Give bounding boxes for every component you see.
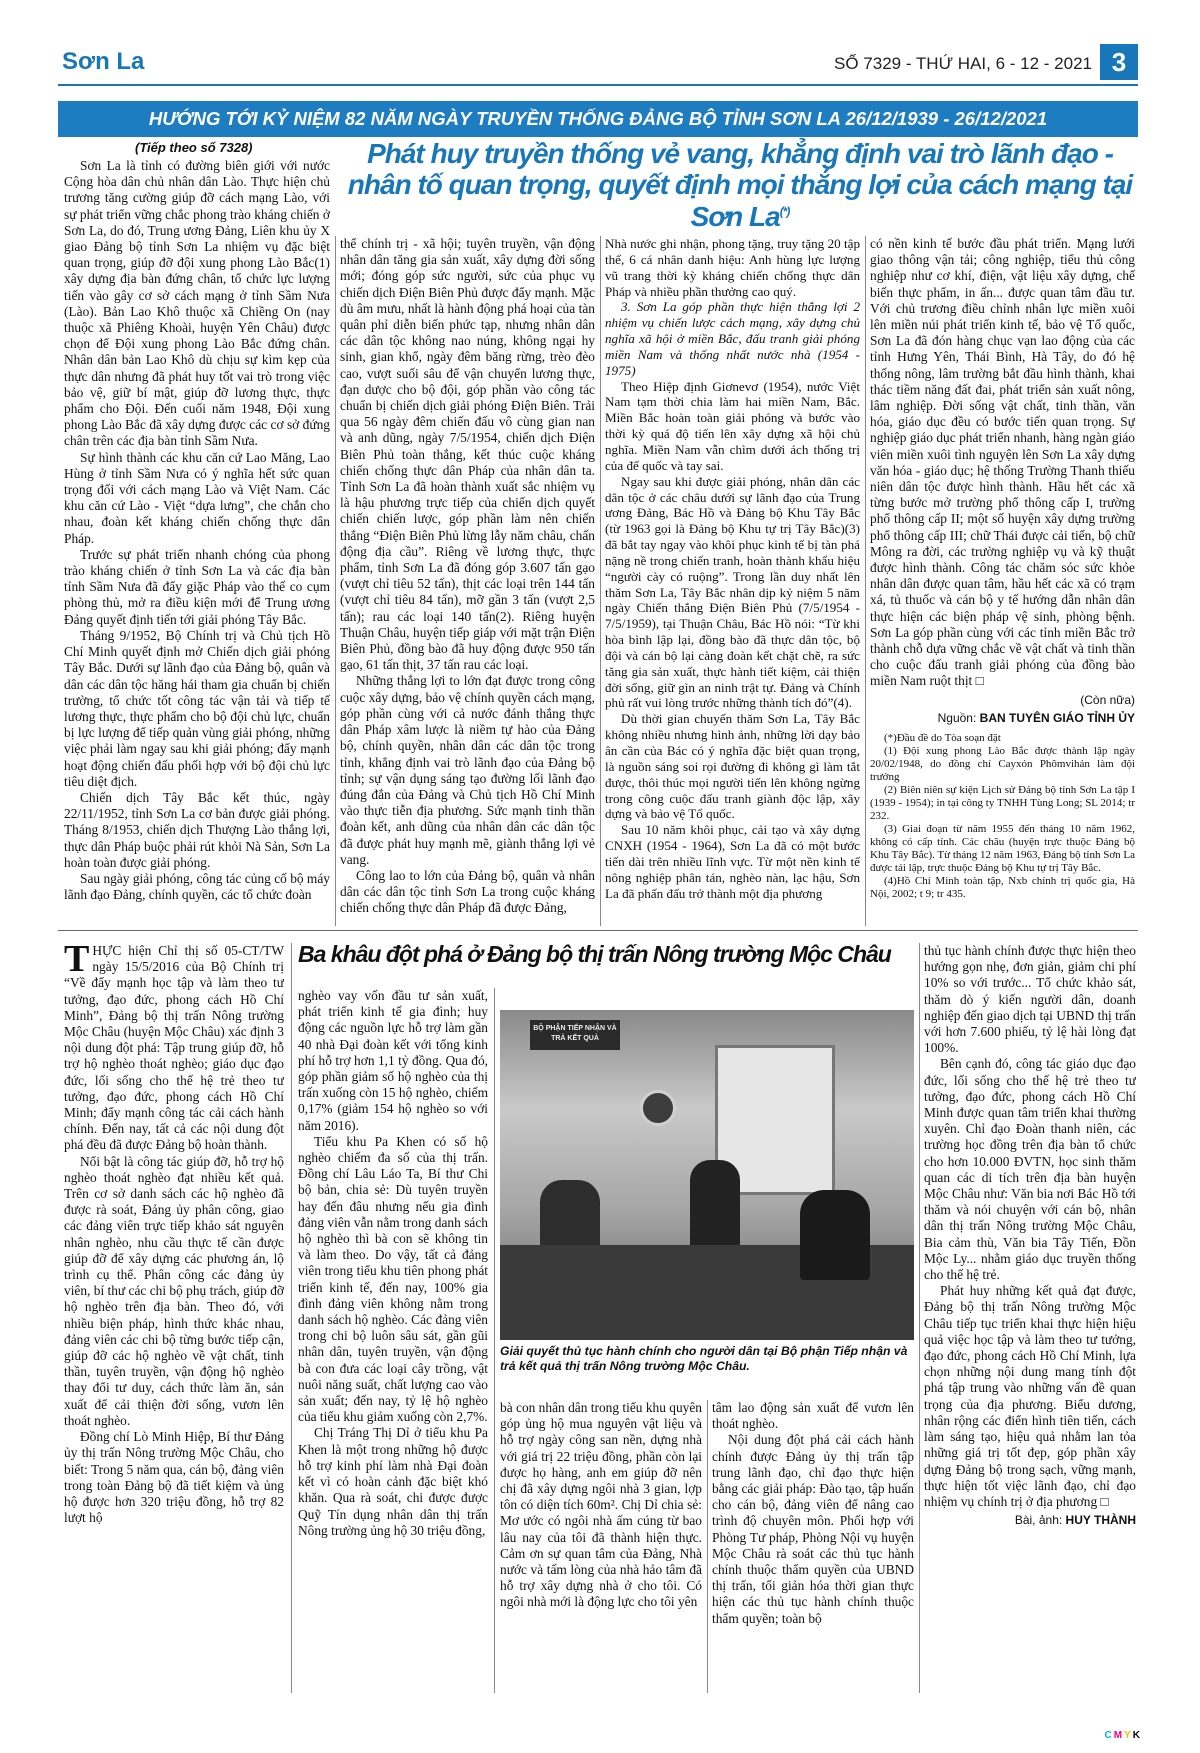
article2-column-3 — [500, 1400, 702, 1693]
footnote: (4)Hồ Chí Minh toàn tập, Nxb chính trị quốc gia, Hà Nội, 2002; t 9; tr 435. — [870, 875, 1135, 901]
article2-photo — [500, 1010, 914, 1340]
footnote: (1) Đội xung phong Lào Bắc được thành lập ngày 20/02/1948, do đồng chí Cayxỏn Phômvihản làm đội trưởng — [870, 745, 1135, 784]
article-divider — [58, 930, 1138, 931]
footnote: (3) Giai đoạn từ năm 1955 đến tháng 10 năm 1962, không có cấp tỉnh. Các châu (huyện trực thuộc Đảng bộ Khu Tây Bắc). Từ tháng 12 năm 1963, Đảng bộ tỉnh Sơn La được tái lập, trực thuộc Đảng bộ Khu tự trị Tây Bắc. — [870, 823, 1135, 875]
cmyk-y: Y — [1124, 1730, 1133, 1741]
paragraph: tâm lao động sản xuất để vươn lên thoát nghèo. — [712, 1400, 914, 1432]
footnote: (2) Biên niên sự kiện Lịch sử Đảng bộ tỉnh Sơn La tập I (1939 - 1954); in tại công ty TNHH Tùng Long; SL 2014; tr 232. — [870, 784, 1135, 823]
column-rule — [335, 236, 336, 926]
article1-column-4 — [870, 236, 1135, 926]
to-be-continued: (Còn nữa) — [1080, 692, 1135, 707]
photo-sign: BỘ PHẬN TIẾP NHẬN VÀ TRẢ KẾT QUẢ — [530, 1020, 620, 1050]
paragraph: Những thắng lợi to lớn đạt được trong công cuộc xây dựng, bảo vệ chính quyền cách mạng, góp phần cùng với cả nước đánh thắng thực dân Pháp xâm lược là niềm tự hào của Đảng bộ, chính quyền, nhân dân các dân tộc trong tỉnh, khẳng định vai trò lãnh đạo của Đảng bộ tỉnh; sự vận dụng sáng tạo đường lối lãnh đạo đúng đắn của Đảng và Chủ tịch Hồ Chí Minh vào thực tiễn địa phương. Sức mạnh tinh thần đoàn kết, anh dũng của nhân dân các dân tộc đã được phát huy mạnh mẽ, giành thắng lợi vẻ vang. — [340, 673, 595, 867]
source-label: Nguồn: — [937, 710, 977, 725]
article2-column-2 — [298, 988, 488, 1693]
footnote: (*)Đầu đề do Tòa soạn đặt — [884, 732, 1001, 745]
paragraph — [924, 1283, 1136, 1510]
paragraph: Nội dung đột phá cải cách hành chính được Đảng ủy thị trấn tập trung lãnh đạo, chỉ đạo thực hiện bằng các giải pháp: Đào tạo, tập huấn cho cán bộ, đảng viên để nâng cao trình độ chuyên môn. Phối hợp với Phòng Tư pháp, Phòng Nội vụ huyện Mộc Châu rà soát các thủ tục hành chính thuộc thẩm quyền của UBND thị trấn, tối giản hóa thời gian thực hiện các thủ tục hành chính thuộc thẩm quyền; toàn bộ — [712, 1432, 914, 1626]
column-rule — [707, 1400, 708, 1693]
paragraph: thủ tục hành chính được thực hiện theo hướng gọn nhẹ, đơn giản, giảm chi phí 10% so với trước... Tổ chức khảo sát, thăm dò ý kiến người dân, doanh nghiệp đến giao dịch tại UBND thị trấn với hơn 7.600 phiếu, tỷ lệ hài lòng đạt 100%. — [924, 943, 1136, 1056]
article1-column-1 — [64, 158, 330, 926]
paragraph: Sơn La là tỉnh có đường biên giới với nước Cộng hòa dân chủ nhân dân Lào. Thực hiện chủ trương tăng cường giúp đỡ cách mạng Lào, với sự phát triển vững chắc phong trào kháng chiến ở Sơn La, do đó, Trung ương Đảng, Liên khu ủy X giao Đảng bộ tỉnh Sơn La nhiệm vụ đặc biệt quan trọng, giúp đỡ đội xung phong Lào Bắc(1) xây dựng địa bàn đứng chân, tổ chức lực lượng tiến vào gây cơ sở cách mạng ở tỉnh Sầm Nưa (Lào). Bản Lao Khô thuộc xã Chiềng On (nay thuộc xã Phiêng Khoài, huyện Yên Châu) được chọn để Đội xung phong Lào Bắc đứng chân. Nhân dân bản Lao Khô dù chịu sự kìm kẹp của thực dân nhưng đã phát huy tốt vai trò trong việc bảo vệ, giữ bí mật, giúp đỡ lương thực, thực phẩm cho Đội. Đến cuối năm 1948, Đội xung phong Lào Bắc đã xây dựng được các cơ sở đứng chân trên các địa bàn tỉnh Sầm Nưa. — [64, 158, 330, 449]
paragraph: Chiến dịch Tây Bắc kết thúc, ngày 22/11/1952, tỉnh Sơn La cơ bản được giải phóng. Tháng 8/1953, chiến dịch Thượng Lào thắng lợi, thực dân Pháp buộc phải rút khỏi Nà Sản, Sơn La hoàn toàn được giải phóng. — [64, 789, 330, 870]
paragraph: Sau ngày giải phóng, công tác củng cố bộ máy lãnh đạo Đảng, chính quyền, các tổ chức đoàn — [64, 870, 330, 903]
article2-column-4 — [712, 1400, 914, 1693]
footnotes — [870, 732, 1135, 901]
paragraph: Dù thời gian chuyến thăm Sơn La, Tây Bắc không nhiều nhưng hình ảnh, những lời dạy bảo ân cần của Bác có ý nghĩa đặc biệt quan trọng, là nguồn sáng soi rọi đường đi không gì làm tắt được, thôi thúc mọi người tiến lên không ngừng trong công cuộc đấu tranh giành độc lập, xây dựng và bảo vệ Tổ quốc. — [605, 711, 860, 822]
column-rule — [600, 236, 601, 926]
anniversary-banner: HƯỚNG TỚI KỶ NIỆM 82 NĂM NGÀY TRUYỀN THỐNG ĐẢNG BỘ TỈNH SƠN LA 26/12/1939 - 26/12/2021 — [58, 101, 1138, 137]
article1-headline-text: Phát huy truyền thống vẻ vang, khẳng định vai trò lãnh đạo - nhân tố quan trọng, quyết định mọi thắng lợi của cách mạng tại Sơn La — [347, 138, 1133, 232]
headline-footnote-mark: (*) — [779, 204, 790, 219]
paragraph — [64, 943, 284, 1154]
photo-caption: Giải quyết thủ tục hành chính cho người dân tại Bộ phận Tiếp nhận và trả kết quả thị trấn Nông trường Mộc Châu. — [500, 1344, 908, 1373]
masthead — [58, 44, 1138, 84]
byline-label: Bài, ảnh: — [1014, 1513, 1063, 1528]
paragraph: Công lao to lớn của Đảng bộ, quân và nhân dân các dân tộc tỉnh Sơn La trong cuộc kháng chiến chống thực dân Pháp đã được Đảng, — [340, 867, 595, 916]
paragraph: Đồng chí Lò Minh Hiệp, Bí thư Đảng ủy thị trấn Nông trường Mộc Châu, cho biết: Trong 5 năm qua, cán bộ, đảng viên trong toàn Đảng bộ đã tiết kiệm và ủng hộ được hơn 320 triệu đồng, hỗ trợ 82 lượt hộ — [64, 1429, 284, 1526]
paragraph: Trước sự phát triển nhanh chóng của phong trào kháng chiến ở tỉnh Sơn La và các địa bàn tỉnh Sầm Nưa đã đẩy giặc Pháp vào thế co cụm phòng thủ, mở ra điều kiện mới để Trung ương Đảng quyết định tiến tới giải phóng Tây Bắc. — [64, 546, 330, 627]
photo-person — [690, 1160, 740, 1250]
article2-column-1 — [64, 943, 284, 1693]
paragraph: bà con nhân dân trong tiểu khu quyên góp ủng hộ mua nguyên vật liệu và hỗ trợ ngày công san nền, dựng nhà với giá trị 22 triệu đồng, phần còn lại được họ hàng, anh em giúp đỡ nên chị đã xây dựng ngôi nhà 3 gian, lợp tôn có diện tích 60m². Chị Dỉ chia sẻ: Mơ ước có ngôi nhà ấm cúng từ bao lâu nay của tôi đã thành hiện thực. Cảm ơn sự quan tâm của Đảng, Nhà nước và tấm lòng của nhà hảo tâm đã hỗ trợ xây dựng nhà ở cho tôi. Có ngôi nhà mới là động lực cho tôi yên — [500, 1400, 702, 1610]
column-rule — [865, 236, 866, 926]
paragraph: Theo Hiệp định Giơnevơ (1954), nước Việt Nam tạm thời chia làm hai miền Nam, Bắc. Miền Bắc hoàn toàn giải phóng và bước vào thời kỳ quá độ tiến lên xây dựng xã hội chủ nghĩa. Miền Nam vẫn chìm dưới ách thống trị của đế quốc và tay sai. — [605, 378, 860, 473]
column-rule — [919, 943, 920, 1693]
paragraph — [870, 236, 1135, 690]
source-line — [870, 710, 1135, 726]
paragraph-text: HỰC hiện Chỉ thị số 05-CT/TW ngày 15/5/2016 của Bộ Chính trị “Về đẩy mạnh học tập và làm theo tư tưởng, đạo đức, phong cách Hồ Chí Minh”, Đảng bộ thị trấn Nông trường Mộc Châu (huyện Mộc Châu) xác định 3 nội dung đột phá: Tập trung giúp đỡ, hỗ trợ hộ nghèo thoát nghèo; giáo dục đạo đức, lối sống cho thế hệ trẻ theo tư tưởng, đạo đức, phong cách Hồ Chí Minh; đẩy mạnh công tác cải cách hành chính. Đến nay, tất cả các nội dung đột phá đều đã được Đảng bộ hoàn thành. — [64, 943, 284, 1153]
byline — [924, 1512, 1136, 1528]
column-rule — [291, 943, 292, 1693]
cmyk-c: C — [1104, 1730, 1114, 1741]
masthead-rule — [58, 84, 1138, 86]
end-mark: □ — [1100, 1493, 1109, 1509]
paragraph: nghèo vay vốn đầu tư sản xuất, phát triển kinh tế gia đình; huy động các nguồn lực hỗ trợ làm gần 40 nhà Đại đoàn kết với tổng kinh phí hỗ trợ hơn 1,1 tỷ đồng. Qua đó, góp phần giảm số hộ nghèo của thị trấn xuống còn 15 hộ nghèo, chiếm 0,17% (giảm 154 hộ nghèo so với năm 2016). — [298, 988, 488, 1133]
column-rule — [494, 988, 495, 1693]
paragraph: Sau 10 năm khôi phục, cải tạo và xây dựng CNXH (1954 - 1964), Sơn La đã có một bước tiến dài trên nhiều lĩnh vực. Từ một nền kinh tế nông nghiệp phân tán, nghèo nàn, lạc hậu, Sơn La đã phấn đấu trở thành một địa phương — [605, 822, 860, 901]
paragraph: Tiểu khu Pa Khen có số hộ nghèo chiếm đa số của thị trấn. Đồng chí Lâu Láo Ta, Bí thư Chi bộ bản, chia sẻ: Dù tuyên truyền hay đến đâu nhưng nếu gia đình đảng viên vẫn nằm trong danh sách hộ nghèo thì bà con sẽ không tin và làm theo. Do vậy, tất cả đảng viên trong tiểu khu tiên phong phát triển kinh tế, đến nay, 100% gia đình đảng viên không nằm trong danh sách hộ nghèo. Các đảng viên trong chi bộ luôn sâu sát, gần gũi nhân dân, tuyên truyền, vận động bà con đưa các loại cây trồng, vật nuôi năng suất, chất lượng cao vào sản xuất; đến nay, tỷ lệ hộ nghèo của tiểu khu giảm xuống còn 2,7%. — [298, 1133, 488, 1425]
paragraph: Sự hình thành các khu căn cứ Lao Măng, Lao Hùng ở tỉnh Sầm Nưa có ý nghĩa hết sức quan trọng đối với cách mạng Lào và Việt Nam. Các khu căn cứ Lào - Việt “dựa lưng”, che chắn cho nhau, đoàn kết kháng chiến chống thực dân Pháp. — [64, 449, 330, 546]
source-name: BAN TUYÊN GIÁO TỈNH ỦY — [979, 710, 1135, 725]
continued-note: (Tiếp theo số 7328) — [135, 140, 253, 155]
paragraph: Tháng 9/1952, Bộ Chính trị và Chủ tịch Hồ Chí Minh quyết định mở Chiến dịch giải phóng Tây Bắc. Dưới sự lãnh đạo của Đảng bộ, quân và dân các dân tộc hăng hái tham gia chuẩn bị chiến trường, tổ chức tốt công tác vận tải và tiếp tế lương thực, thực phẩm cho bộ đội chủ lực, chuẩn bị lực lượng để tiếp quản vùng giải phóng, những việc phải làm ngay sau khi giải phóng; đẩy mạnh hoạt động chiến đấu phối hợp với bộ đội chủ lực tiêu diệt địch. — [64, 627, 330, 789]
article1-headline — [345, 138, 1135, 232]
cmyk-k: K — [1132, 1730, 1142, 1741]
article2-column-5 — [924, 943, 1136, 1693]
photo-emblem — [640, 1090, 676, 1126]
cmyk-m: M — [1113, 1730, 1125, 1741]
byline-name: HUY THÀNH — [1065, 1513, 1136, 1528]
paragraph: Nổi bật là công tác giúp đỡ, hỗ trợ hộ nghèo thoát nghèo đạt nhiều kết quả. Trên cơ sở danh sách các hộ nghèo đã được rà soát, Đảng ủy phân công, giao các đảng viên trực tiếp khảo sát nguyên nhân nghèo, nhu cầu thực tế cần được giúp đỡ để xây dựng các phương án, lộ trình cụ thể. Phân công các đảng ủy viên, bí thư các chi bộ phụ trách, giúp đỡ hộ nghèo trên địa bàn. Theo đó, với nhiều biện pháp, hình thức khác nhau, đảng viên các chi bộ từng bước tiếp cận, giúp đỡ các hộ nghèo về vật chất, tinh thần, tuyên truyền, vận động hộ nghèo thay đổi tư duy, cách thức làm ăn, sản xuất để cải thiện đời sống, vươn lên thoát nghèo. — [64, 1153, 284, 1428]
article1-column-3 — [605, 236, 860, 926]
end-mark: □ — [975, 673, 984, 689]
paragraph-text: Phát huy những kết quả đạt được, Đảng bộ thị trấn Nông trường Mộc Châu tiếp tục triển khai thực hiện hiệu quả việc học tập và làm theo tư tưởng, đạo đức, phong cách Hồ Chí Minh, lựa chọn những nội dung mang tính đột phá tập trung vào những vấn đề quan trọng của địa phương. Biểu dương, nhân rộng các điển hình tiên tiến, cách làm sáng tạo, hiệu quả nhằm lan tỏa những giá trị tốt đẹp, góp phần xây dựng Đảng bộ trong sạch, vững mạnh, thực hiện tốt việc lãnh đạo, chỉ đạo nhiệm vụ chính trị ở địa phương — [924, 1283, 1136, 1509]
cmyk-print-marks — [1105, 1730, 1142, 1741]
issue-line: SỐ 7329 - THỨ HAI, 6 - 12 - 2021 — [834, 54, 1092, 73]
photo-person — [800, 1190, 870, 1280]
section-name: Sơn La — [62, 48, 145, 75]
subheading: 3. Sơn La góp phần thực hiện thắng lợi 2 nhiệm vụ chiến lược cách mạng, xây dựng chủ nghĩa xã hội ở miền Bắc, đấu tranh giải phóng miền Nam và thống nhất nước nhà (1954 - 1975) — [605, 299, 860, 378]
article2-headline: Ba khâu đột phá ở Đảng bộ thị trấn Nông trường Mộc Châu — [298, 941, 891, 967]
article1-column-2 — [340, 236, 595, 926]
paragraph: Bên cạnh đó, công tác giáo dục đạo đức, lối sống cho thế hệ trẻ theo tư tưởng, đạo đức, phong cách Hồ Chí Minh được quan tâm triển khai thường xuyên. Chỉ đạo Đoàn thanh niên, các trường học đồng trên địa bàn tổ chức cho hơn 10.000 ĐVTN, học sinh thăm quan các di tích trên địa bàn huyện Mộc Châu như: Văn bia nơi Bác Hồ tới thăm và nói chuyện với cán bộ, nhân dân thị trấn Nông trường Mộc Châu, Bia cảm thù, Văn bia Tây Tiến, Đồn Mộc Ly... nhằm giáo dục truyền thống cho thế hệ trẻ. — [924, 1056, 1136, 1283]
paragraph: Ngay sau khi được giải phóng, nhân dân các dân tộc ở các châu dưới sự lãnh đạo của Trung ương Đảng, Bác Hồ và Đảng bộ Khu Tây Bắc (từ 1963 gọi là Đảng bộ Khu tự trị Tây Bắc)(3) đã bắt tay ngay vào khôi phục kinh tế bị tàn phá nặng nề trong chiến tranh, hoàn thành khẩu hiệu “người cày có ruộng”. Trong lần duy nhất lên thăm Sơn La, Tây Bắc nhân dịp kỷ niệm 5 năm ngày Chiến thắng Điện Biên Phủ (7/5/1954 - 7/5/1959), tại Thuận Châu, Bác Hồ nói: “Từ khi hòa bình lập lại, đồng bào đã thực dân tộc, bộ đội và cán bộ lại càng đoàn kết chặt chẽ, ra sức tăng gia sản xuất, thực hành tiết kiệm, cải thiện đời sống, giữ gìn an ninh trật tự. Đảng và Chính phủ rất vui lòng trước những thành tích đó”(4). — [605, 473, 860, 711]
paragraph: thể chính trị - xã hội; tuyên truyền, vận động nhân dân tăng gia sản xuất, xây dựng đời sống mới; đóng góp sức người, sức của phục vụ chiến dịch Điện Biên Phủ được đẩy mạnh. Mặc dù âm mưu, nhất là hành động phá hoại của tàn quân phỉ diễn biến phức tạp, nhưng nhân dân các dân tộc không nao núng, không ngại hy sinh, gian khổ, ngày đêm băng rừng, trèo đèo cao, vượt suối sâu để vận chuyển lương thực, đạn dược cho bộ đội, góp phần vào công tác chuẩn bị chiến dịch giải phóng Điện Biên. Trải qua 56 ngày đêm chiến đấu vô cùng gian nan và anh dũng, ngày 7/5/1954, chiến dịch Điện Biên Phủ toàn thắng, kết thúc cuộc kháng chiến chống thực dân Pháp của nhân dân ta. Tỉnh Sơn La đã hoàn thành xuất sắc nhiệm vụ là hậu phương trực tiếp của chiến dịch quyết chiến chiến lược, góp phần làm nên chiến thắng “Điện Biên Phủ lừng lẫy năm châu, chấn động địa cầu”. Riêng về lương thực, thực phẩm, tỉnh Sơn La đã đóng góp 3.607 tấn gạo (vượt chỉ tiêu 52 tấn), thịt các loại trên 144 tấn (vượt chỉ tiêu 84 tấn), mỡ gần 3 tấn (vượt 2,5 tấn); rau các loại 140 tấn(2). Riêng huyện Thuận Châu, huyện tiếp giáp với mặt trận Điện Biên Phủ, đồng bào đã huy động được 950 tấn gạo, 61 tấn thịt, 37 tấn rau các loại. — [340, 236, 595, 673]
paragraph: Nhà nước ghi nhận, phong tặng, truy tặng 20 tập thể, 6 cá nhân danh hiệu: Anh hùng lực lượng vũ trang thời kỳ kháng chiến chống thực dân Pháp và nhiều phần thưởng cao quý. — [605, 236, 860, 299]
page-number: 3 — [1100, 44, 1138, 80]
dropcap: T — [64, 943, 90, 980]
paragraph-text: có nền kinh tế bước đầu phát triển. Mạng lưới giao thông vận tải; công nghiệp, tiểu thủ công nghiệp như cơ khí, điện, vật liệu xây dựng, chế biến thực phẩm, in ấn... được quan tâm đầu tư. Với chủ trương điều chỉnh nhân lực miền xuôi lên miền núi phát triển kinh tế, bảo vệ Tổ quốc, Sơn La đã đón hàng chục vạn lao động của các tỉnh Hưng Yên, Thái Bình, Hà Tây, do đó hệ thống nông, lâm trường bắt đầu hình thành, khai thác tiềm năng đất đai, phát triển sản xuất nông, lâm nghiệp. Đời sống vật chất, tinh thần, văn hóa, giáo dục đều có bước tiến quan trọng. Sự nghiệp giáo dục phát triển nhanh, hàng ngàn giáo viên miền xuôi tình nguyện lên Sơn La xây dựng văn hóa - giáo dục; hệ thống Trường Thanh thiếu niên dân tộc được hình thành. Hầu hết các xã từng bước mở trường phổ thông cấp I, trường phổ thông cấp II; một số huyện xây dựng trường phổ thông cấp III; chữ Thái được cải tiến, bộ chữ Mông ra đời, các trường nghiệp vụ và kỹ thuật được hình thành. Công tác chăm sóc sức khỏe nhân dân được quan tâm, hầu hết các xã có trạm xá, tủ thuốc và cán bộ y tế hướng dẫn nhân dân thực hiện các biện pháp vệ sinh, phòng bệnh. Sơn La góp phần cùng với các tỉnh miền Bắc trở thành chỗ dựa vững chắc về vật chất và tinh thần cho cuộc đấu tranh giải phóng của đồng bào miền Nam ruột thịt — [870, 236, 1135, 689]
paragraph: Chị Tráng Thị Dỉ ở tiểu khu Pa Khen là một trong những hộ được hỗ trợ kinh phí làm nhà Đại đoàn kết vì có hoàn cảnh đặc biệt khó khăn. Qua rà soát, chi được được Quỹ Tín dụng nhân dân thị trấn Nông trường ủng hộ 30 triệu đồng, — [298, 1425, 488, 1538]
